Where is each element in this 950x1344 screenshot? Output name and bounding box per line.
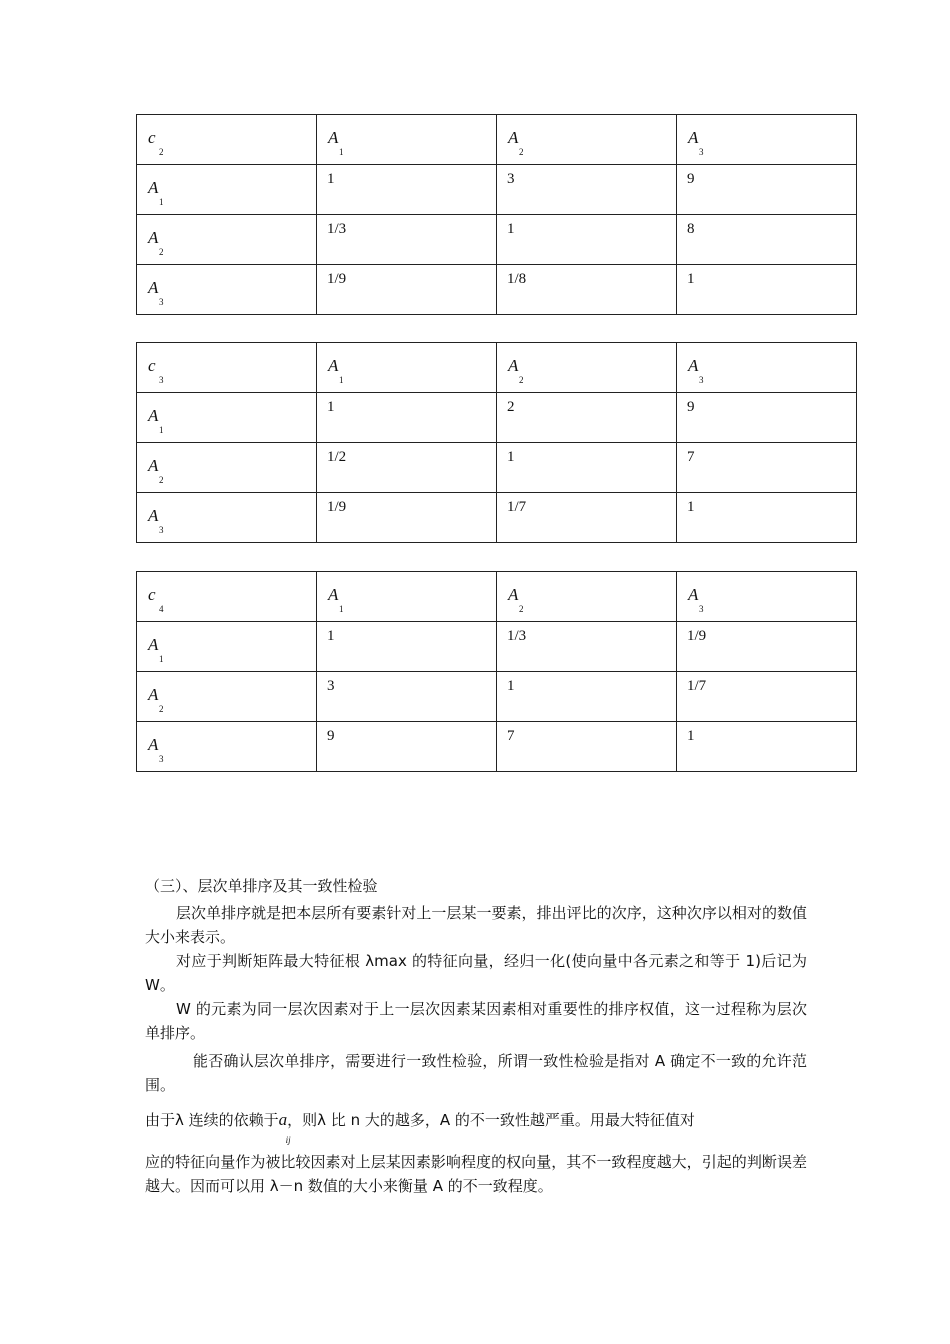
matrix-value-cell: 2	[497, 393, 677, 443]
comparison-matrix-c2	[136, 114, 857, 315]
column-header-cell: A 1	[317, 343, 497, 393]
matrix-value-cell: 7	[497, 722, 677, 772]
column-header-cell: A 2	[497, 572, 677, 622]
comparison-matrix-c4	[136, 571, 857, 772]
matrix-row	[137, 393, 857, 443]
matrix-value-cell: 1	[317, 622, 497, 672]
criterion-label-cell: c 2	[137, 115, 317, 165]
paragraph-6: 应的特征向量作为被比较因素对上层某因素影响程度的权向量，其不一致程度越大，引起的判断误差越大。因而可以用 λ－n 数值的大小来衡量 A 的不一致程度。	[145, 1153, 807, 1195]
column-header-cell: A 3	[677, 343, 857, 393]
matrix-row	[137, 722, 857, 772]
matrix-value-cell: 3	[317, 672, 497, 722]
row-header-cell: A 2	[137, 672, 317, 722]
paragraph-2: 对应于判断矩阵最大特征根 λmax 的特征向量，经归一化(使向量中各元素之和等于 1)后记为 W。	[145, 952, 807, 994]
matrix-row	[137, 165, 857, 215]
matrix-header-row	[137, 572, 857, 622]
row-header-cell: A 1	[137, 393, 317, 443]
matrix-row	[137, 493, 857, 543]
matrix-value-cell: 1	[497, 215, 677, 265]
column-header-cell: A 3	[677, 572, 857, 622]
matrix-value-cell: 7	[677, 443, 857, 493]
matrix-value-cell: 1/9	[317, 265, 497, 315]
paragraph-5	[145, 1108, 807, 1145]
matrix-row	[137, 443, 857, 493]
matrix-value-cell: 1	[677, 265, 857, 315]
a-ij-symbol: a ij	[278, 1110, 291, 1145]
row-header-cell: A 3	[137, 722, 317, 772]
paragraph-1: 层次单排序就是把本层所有要素针对上一层某一要素，排出评比的次序，这种次序以相对的数值大小来表示。	[145, 904, 807, 946]
row-header-cell: A 3	[137, 493, 317, 543]
comparison-matrix-c3	[136, 342, 857, 543]
matrix-value-cell: 1	[677, 493, 857, 543]
matrix-value-cell: 1/9	[677, 622, 857, 672]
paragraph-5-part-b: ，则λ 比 n 大的越多，A 的不一致性越严重。用最大特征值对	[287, 1111, 695, 1129]
matrix-header-row	[137, 115, 857, 165]
matrix-value-cell: 1	[317, 393, 497, 443]
matrix-value-cell: 1	[497, 443, 677, 493]
matrix-row	[137, 215, 857, 265]
matrix-value-cell: 1/2	[317, 443, 497, 493]
criterion-label-cell: c 4	[137, 572, 317, 622]
matrix-value-cell: 1/3	[317, 215, 497, 265]
matrix-value-cell: 1	[497, 672, 677, 722]
matrix-header-row	[137, 343, 857, 393]
paragraph-5-part-a: 由于λ 连续的依赖于	[145, 1111, 279, 1129]
section-heading: （三）、层次单排序及其一致性检验	[145, 877, 378, 895]
matrix-row	[137, 622, 857, 672]
matrix-value-cell: 9	[677, 393, 857, 443]
matrix-value-cell: 1	[317, 165, 497, 215]
column-header-cell: A 2	[497, 343, 677, 393]
row-header-cell: A 2	[137, 215, 317, 265]
matrix-value-cell: 8	[677, 215, 857, 265]
matrix-value-cell: 3	[497, 165, 677, 215]
column-header-cell: A 1	[317, 115, 497, 165]
criterion-label-cell: c 3	[137, 343, 317, 393]
matrix-value-cell: 1/8	[497, 265, 677, 315]
matrix-value-cell: 9	[317, 722, 497, 772]
matrix-value-cell: 1/3	[497, 622, 677, 672]
row-header-cell: A 2	[137, 443, 317, 493]
paragraph-4: 能否确认层次单排序，需要进行一致性检验，所谓一致性检验是指对 A 确定不一致的允许范围。	[145, 1052, 807, 1094]
column-header-cell: A 2	[497, 115, 677, 165]
matrix-row	[137, 672, 857, 722]
matrix-value-cell: 1/7	[497, 493, 677, 543]
row-header-cell: A 1	[137, 165, 317, 215]
matrix-value-cell: 1/9	[317, 493, 497, 543]
matrix-value-cell: 1/7	[677, 672, 857, 722]
matrix-value-cell: 9	[677, 165, 857, 215]
row-header-cell: A 1	[137, 622, 317, 672]
row-header-cell: A 3	[137, 265, 317, 315]
column-header-cell: A 3	[677, 115, 857, 165]
matrix-value-cell: 1	[677, 722, 857, 772]
paragraph-3: W 的元素为同一层次因素对于上一层次因素某因素相对重要性的排序权值，这一过程称为层次单排序。	[145, 1000, 807, 1042]
matrix-row	[137, 265, 857, 315]
column-header-cell: A 1	[317, 572, 497, 622]
